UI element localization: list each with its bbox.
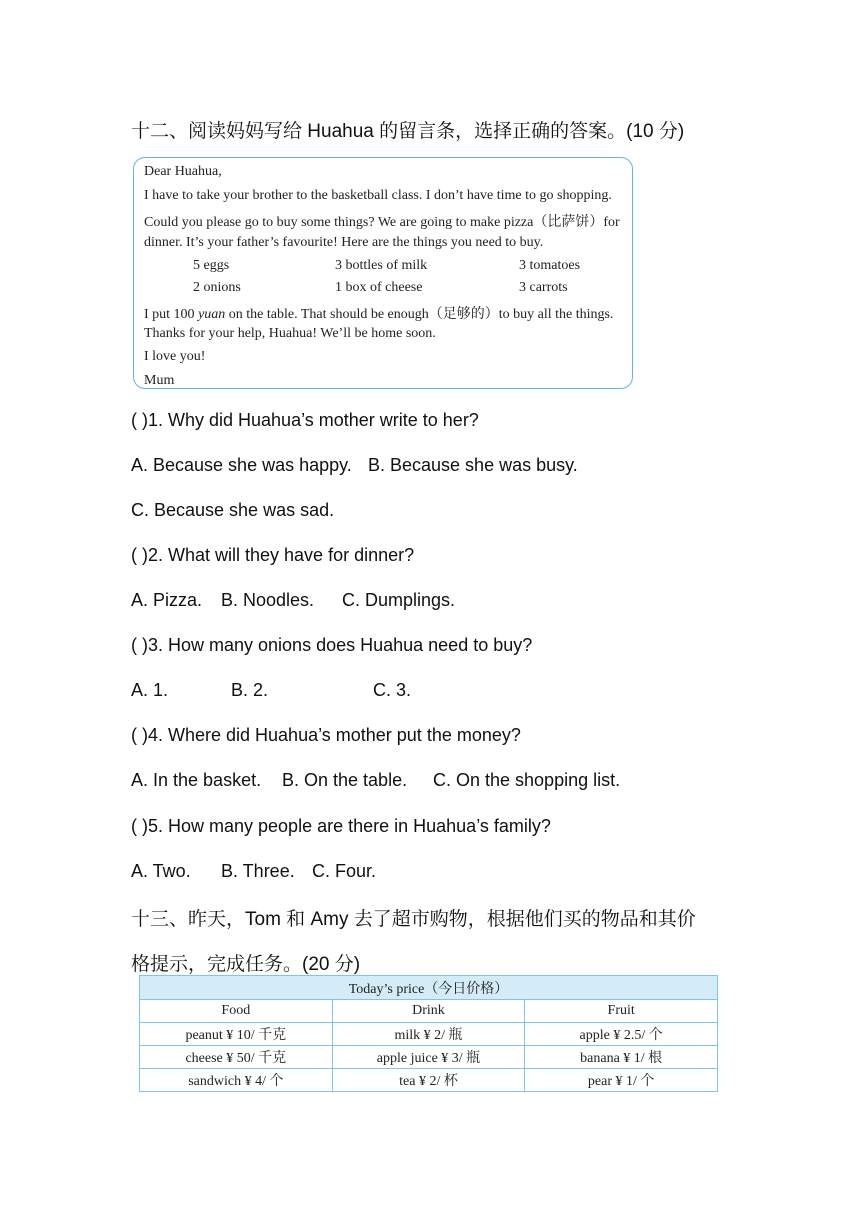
- price-table-title: Today’s price（今日价格）: [140, 976, 718, 1000]
- question-4-option-b: B. On the table.: [282, 770, 408, 790]
- note-greeting: Dear Huahua,: [144, 164, 222, 179]
- shopping-item: 3 bottles of milk: [335, 258, 428, 273]
- question-5-option-b: B. Three.: [221, 861, 295, 881]
- question-2: ( )2. What will they have for dinner?: [131, 545, 415, 565]
- note-signature: Mum: [144, 373, 175, 388]
- question-4-option-a: A. In the basket.: [131, 770, 262, 790]
- question-3: ( )3. How many onions does Huahua need to buy?: [131, 635, 533, 655]
- table-cell: milk ¥ 2/ 瓶: [332, 1023, 525, 1046]
- question-5: ( )5. How many people are there in Huahua’s family?: [131, 816, 551, 836]
- table-cell: apple juice ¥ 3/ 瓶: [332, 1046, 525, 1069]
- section-12-heading: 十二、阅读妈妈写给 Huahua 的留言条，选择正确的答案。(10 分): [131, 121, 685, 142]
- mothers-note: [133, 157, 633, 389]
- section-13-heading-line-2: 格提示，完成任务。(20 分): [131, 954, 361, 975]
- table-cell: tea ¥ 2/ 杯: [332, 1069, 525, 1092]
- table-cell: peanut ¥ 10/ 千克: [140, 1023, 333, 1046]
- table-cell: apple ¥ 2.5/ 个: [525, 1023, 718, 1046]
- note-line: I love you!: [144, 349, 206, 364]
- note-line: Could you please go to buy some things? We are going to make pizza（比萨饼）for: [144, 215, 620, 230]
- question-1-option-b: B. Because she was busy.: [368, 455, 578, 475]
- section-13-heading-line-1: 十三、昨天，Tom 和 Amy 去了超市购物，根据他们买的物品和其价: [131, 909, 696, 930]
- shopping-item: 1 box of cheese: [335, 280, 423, 295]
- table-row: [140, 1023, 718, 1046]
- table-cell: pear ¥ 1/ 个: [525, 1069, 718, 1092]
- note-line: Thanks for your help, Huahua! We’ll be home soon.: [144, 326, 436, 341]
- note-text-yuan: yuan: [198, 307, 226, 322]
- question-3-option-a: A. 1.: [131, 680, 169, 700]
- question-4: ( )4. Where did Huahua’s mother put the money?: [131, 725, 521, 745]
- question-5-option-a: A. Two.: [131, 861, 191, 881]
- shopping-item: 5 eggs: [193, 258, 230, 273]
- question-1: ( )1. Why did Huahua’s mother write to her?: [131, 410, 479, 430]
- question-2-option-a: A. Pizza.: [131, 590, 203, 610]
- table-cell: sandwich ¥ 4/ 个: [140, 1069, 333, 1092]
- note-text: I put 100: [144, 307, 199, 322]
- question-5-option-c: C. Four.: [312, 861, 377, 881]
- table-cell: cheese ¥ 50/ 千克: [140, 1046, 333, 1069]
- note-line: I have to take your brother to the basketball class. I don’t have time to go shopping.: [144, 188, 612, 203]
- column-header-fruit: Fruit: [525, 1000, 718, 1023]
- question-3-option-c: C. 3.: [373, 680, 412, 700]
- question-2-option-b: B. Noodles.: [221, 590, 315, 610]
- note-text: on the table. That should be enough（足够的）to buy all the things.: [225, 307, 614, 322]
- table-row: [140, 1069, 718, 1092]
- shopping-item: 2 onions: [193, 280, 241, 295]
- question-2-option-c: C. Dumplings.: [342, 590, 456, 610]
- question-4-option-c: C. On the shopping list.: [433, 770, 621, 790]
- note-line: dinner. It’s your father’s favourite! Here are the things you need to buy.: [144, 235, 544, 250]
- question-3-option-b: B. 2.: [231, 680, 269, 700]
- shopping-item: 3 carrots: [519, 280, 568, 295]
- question-1-option-a: A. Because she was happy.: [131, 455, 352, 475]
- question-1-option-c: C. Because she was sad.: [131, 500, 335, 520]
- price-table: [139, 975, 718, 1092]
- table-row: [140, 1046, 718, 1069]
- shopping-item: 3 tomatoes: [519, 258, 581, 273]
- column-header-drink: Drink: [332, 1000, 525, 1023]
- note-line: [144, 303, 613, 323]
- table-cell: banana ¥ 1/ 根: [525, 1046, 718, 1069]
- column-header-food: Food: [140, 1000, 333, 1023]
